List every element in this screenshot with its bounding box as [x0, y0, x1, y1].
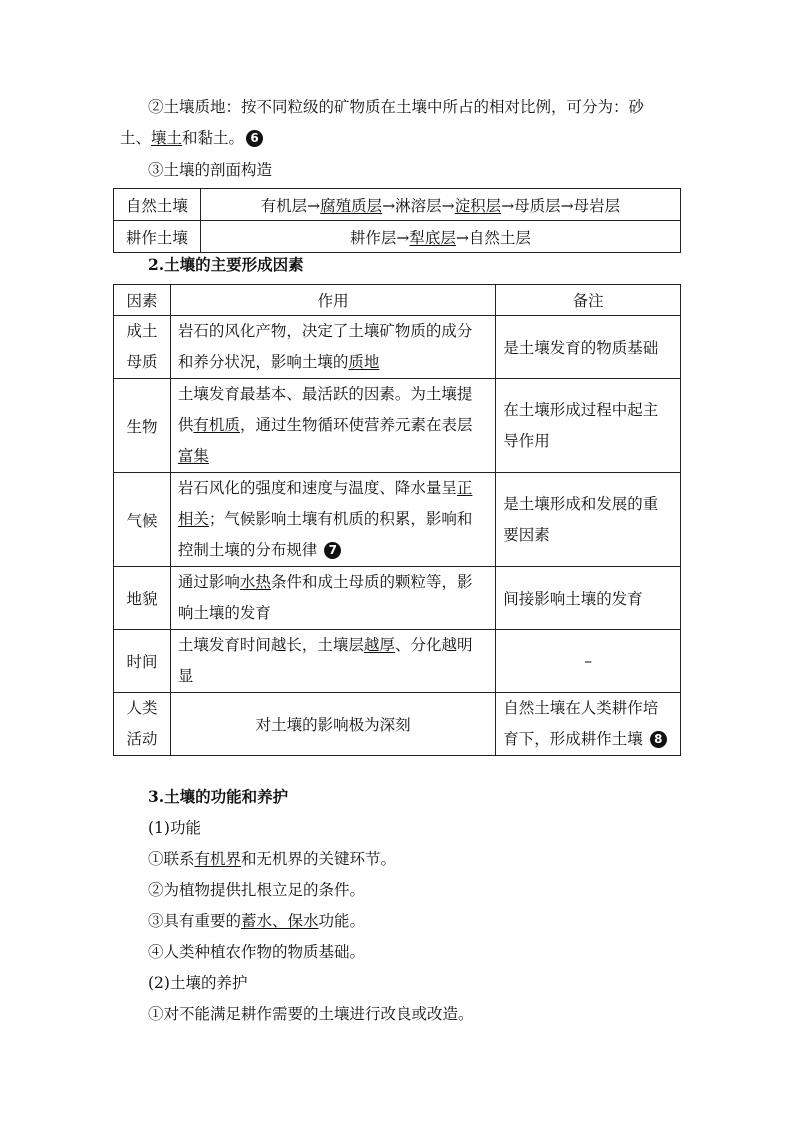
note-marker-badge: 7 [324, 542, 341, 559]
header-factor: 因素 [114, 285, 171, 316]
table-row [114, 316, 681, 379]
underlined-term: 壤土 [151, 129, 183, 147]
profile-label-natural: 自然土壤 [114, 189, 201, 221]
factor-cell: 气候 [114, 473, 171, 567]
maintenance-item-1: ①对不能满足耕作需要的土壤进行改良或改造。 [148, 1005, 474, 1023]
header-effect: 作用 [170, 285, 495, 316]
effect-cell: 对土壤的影响极为深刻 [170, 693, 495, 756]
table-header-row [114, 285, 681, 316]
table-row [114, 693, 681, 756]
effect-cell: 岩石风化的强度和速度与温度、降水量呈正 相关；气候影响土壤有机质的积累，影响和 控制土壤的分布规律 7 [170, 473, 495, 567]
profile-table [113, 188, 681, 253]
texture-line-1: ②土壤质地：按不同粒级的矿物质在土壤中所占的相对比例，可分为：砂 [148, 98, 645, 116]
table-row [114, 630, 681, 693]
table-row [114, 189, 681, 221]
note-cell: 是土壤形成和发展的重 要因素 [496, 473, 681, 567]
effect-cell: 岩石的风化产物，决定了土壤矿物质的成分 和养分状况，影响土壤的质地 [170, 316, 495, 379]
note-cell: 间接影响土壤的发育 [496, 567, 681, 630]
functions-subheading: (1)功能 [148, 819, 201, 837]
table-row [114, 221, 681, 253]
table-row [114, 379, 681, 473]
effect-cell: 土壤发育最基本、最活跃的因素。为土壤提 供有机质，通过生物循环使营养元素在表层 富集 [170, 379, 495, 473]
profile-label-cultivated: 耕作土壤 [114, 221, 201, 253]
profile-sequence-cultivated: 耕作层→犁底层→自然土层 [200, 221, 680, 253]
profile-sequence-natural: 有机层→腐殖质层→淋溶层→淀积层→母质层→母岩层 [200, 189, 680, 221]
table-row [114, 567, 681, 630]
table-row [114, 473, 681, 567]
factor-cell: 地貌 [114, 567, 171, 630]
note-cell: 是土壤发育的物质基础 [496, 316, 681, 379]
note-cell: 在土壤形成过程中起主 导作用 [496, 379, 681, 473]
functions-heading: 3.土壤的功能和养护 [148, 787, 289, 806]
factor-cell: 成土 母质 [114, 316, 171, 379]
note-marker-badge: 8 [650, 731, 667, 748]
note-cell: – [496, 630, 681, 693]
function-item-4: ④人类种植农作物的物质基础。 [148, 943, 366, 961]
factor-cell: 生物 [114, 379, 171, 473]
note-cell: 自然土壤在人类耕作培 育下，形成耕作土壤 8 [496, 693, 681, 756]
function-item-1: ①联系有机界和无机界的关键环节。 [148, 850, 397, 868]
function-item-2: ②为植物提供扎根立足的条件。 [148, 881, 366, 899]
factors-table [113, 284, 681, 756]
note-marker-badge: 6 [246, 130, 263, 147]
effect-cell: 通过影响水热条件和成土母质的颗粒等，影 响土壤的发育 [170, 567, 495, 630]
profile-heading: ③土壤的剖面构造 [148, 161, 273, 179]
function-item-3: ③具有重要的蓄水、保水功能。 [148, 912, 366, 930]
texture-line-2: 土、壤土和黏土。 6 [120, 127, 263, 149]
maintenance-subheading: (2)土壤的养护 [148, 974, 248, 992]
header-note: 备注 [496, 285, 681, 316]
factors-heading: 2.土壤的主要形成因素 [148, 255, 304, 274]
factor-cell: 人类 活动 [114, 693, 171, 756]
effect-cell: 土壤发育时间越长，土壤层越厚、分化越明 显 [170, 630, 495, 693]
factor-cell: 时间 [114, 630, 171, 693]
